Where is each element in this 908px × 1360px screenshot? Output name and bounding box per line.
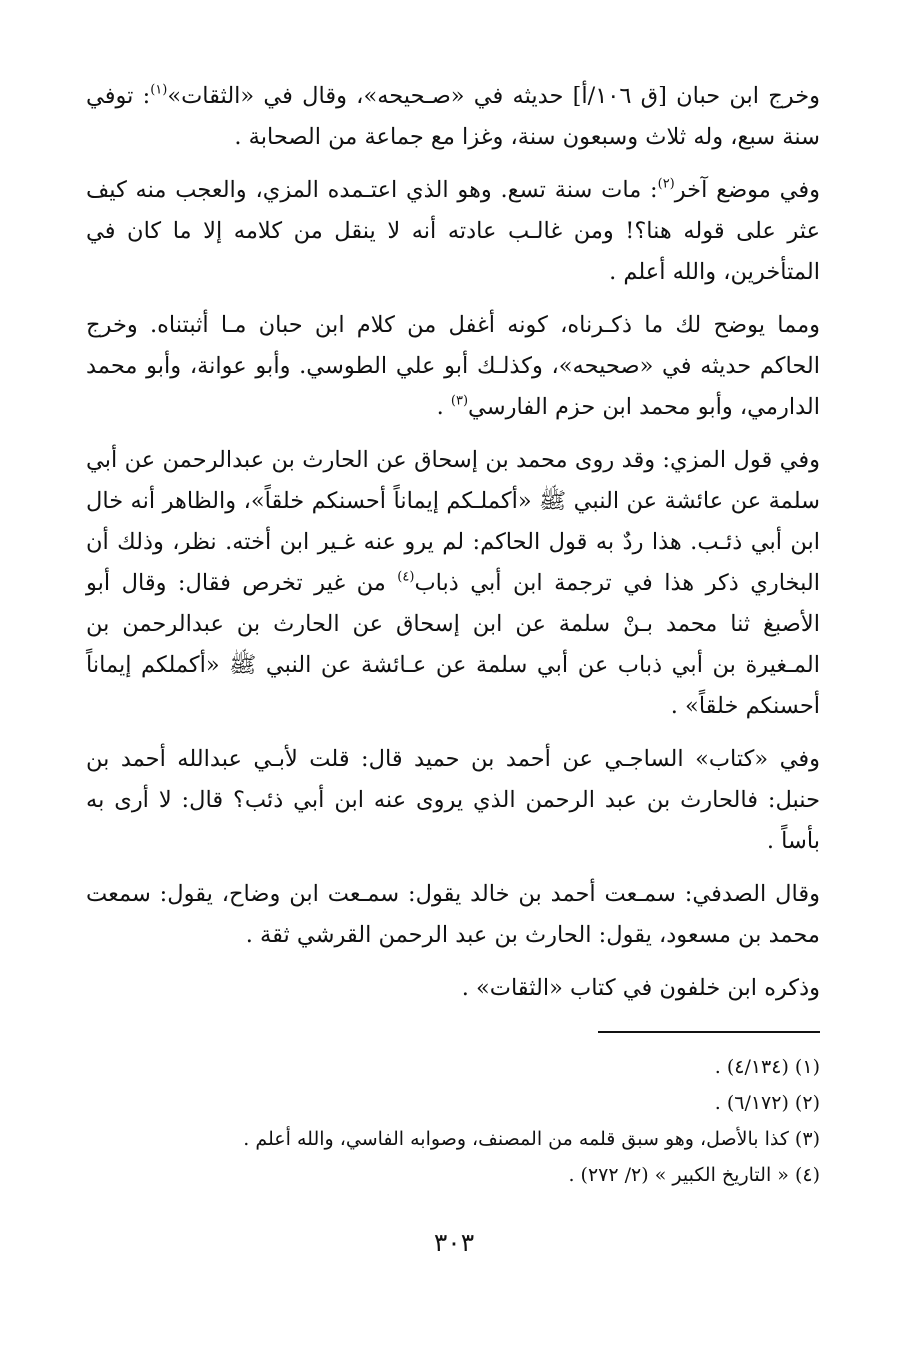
paragraph-text: وقال الصدفي: سمـعت أحمد بن خالد يقول: سمـعت ابن وضاح، يقول: سمعت محمد بن مسعود، يقول: الحارث بن عبد الرحمن القرشي ثقة . bbox=[86, 881, 820, 948]
paragraph-6 bbox=[86, 874, 820, 956]
paragraph-1 bbox=[86, 76, 820, 158]
footnote-3: (٣) كذا بالأصل، وهو سبق قلمه من المصنف، وصوابه الفاسي، والله أعلم . bbox=[243, 1128, 820, 1150]
paragraph-text: وفي «كتاب» الساجـي عن أحمد بن حميد قال: قلت لأبـي عبدالله أحمد بن حنبل: فالحارث بن عبد الرحمن الذي يروى عنه ابن أبي ذئب؟ قال: لا أرى به بأساً . bbox=[86, 746, 820, 854]
paragraph-3 bbox=[86, 305, 820, 428]
footnotes bbox=[86, 1049, 820, 1193]
main-text bbox=[86, 76, 820, 1009]
paragraph-text: وذكره ابن خلفون في كتاب «الثقات» . bbox=[461, 975, 820, 1001]
paragraph-text: وفي موضع آخر bbox=[674, 177, 820, 203]
footnote-2: (٢) (٦/١٧٢) . bbox=[714, 1092, 820, 1114]
footnote-4: (٤) « التاريخ الكبير » (٢/ ٢٧٢) . bbox=[568, 1164, 820, 1186]
footnote-ref: (٢) bbox=[657, 176, 675, 192]
paragraph-text: وخرج ابن حبان [ق ١٠٦/أ] حديثه في «صـحيحه»، وقال في «الثقات» bbox=[167, 83, 820, 109]
paragraph-text: ومما يوضح لك ما ذكـرناه، كونه أغفل من كلام ابن حبان مـا أثبتناه. وخرج الحاكم حديثه في «صحيحه»، وكذلـك أبو علي الطوسي. وأبو عوانة، وأبو محمد الدارمي، وأبو محمد ابن حزم الفارسي bbox=[86, 312, 820, 420]
paragraph-4 bbox=[86, 440, 820, 727]
paragraph-5 bbox=[86, 739, 820, 862]
footnote-divider bbox=[598, 1031, 820, 1033]
paragraph-2 bbox=[86, 170, 820, 293]
paragraph-7 bbox=[86, 968, 820, 1009]
page-number: ٣٠٣ bbox=[433, 1228, 475, 1257]
footnote-1: (١) (٤/١٣٤) . bbox=[714, 1056, 820, 1078]
paragraph-text: : مات سنة تسع. وهو الذي اعتـمده المزي، والعجب منه كيف عثر على قوله هنا؟! ومن غالـب عادته أنه لا ينقل من كلامه إلا ما كان في المتأخرين، والله أعلم . bbox=[86, 177, 820, 285]
footnote-ref: (١) bbox=[150, 82, 168, 98]
footnote-ref: (٣) bbox=[450, 393, 469, 409]
paragraph-text: : توفي سنة سبع، وله ثلاث وسبعون سنة، وغزا مع جماعة من الصحابة . bbox=[86, 83, 820, 150]
paragraph-text: وفي قول المزي: وقد روى محمد بن إسحاق عن الحارث بن عبدالرحمن عن أبي سلمة عن عائشة عن النبي ﷺ «أكملـكم إيماناً أحسنكم خلقاً»، والظاهر أنه خال ابن أبي ذئـب. هذا ردٌ به قول الحاكم: لم يرو عنه غـير ابن أخته. نظر، وذلك أن البخاري ذكر هذا في ترجمة ابن أبي ذباب bbox=[86, 447, 820, 596]
paragraph-text: . bbox=[436, 394, 451, 420]
footnote-ref: (٤) bbox=[397, 569, 415, 585]
page-body bbox=[86, 76, 820, 1306]
paragraph-text: من غير تخرص فقال: وقال أبو الأصبغ ثنا محمد بـنْ سلمة عن ابن إسحاق عن الحارث بن عبدالرحمن بن المـغيرة بن أبي ذباب عن أبي سلمة عن عـائشة عن النبي ﷺ «أكملكم إيماناً أحسنكم خلقاً» . bbox=[86, 570, 820, 719]
